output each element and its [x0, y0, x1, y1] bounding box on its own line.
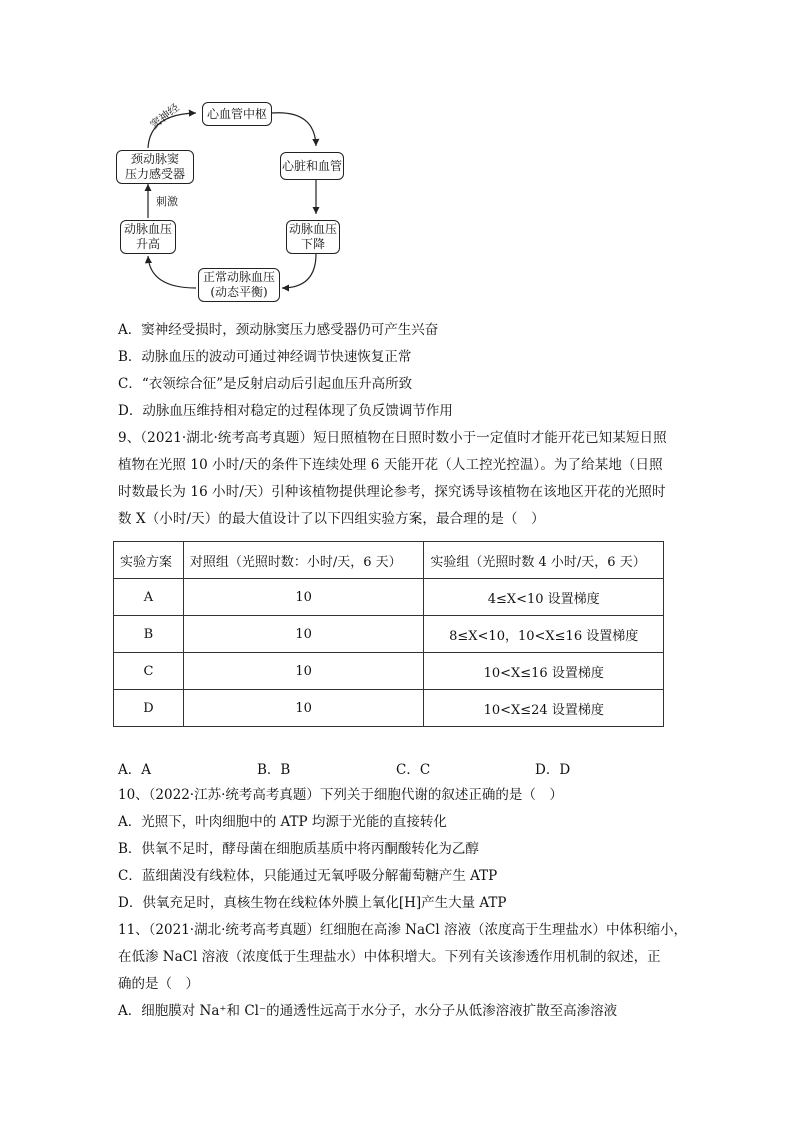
edge-label-stimulus: 刺激: [156, 195, 178, 208]
header-cell: 对照组（光照时数：小时/天，6 天）: [183, 542, 424, 579]
table-cell: 8≤X<10，10<X≤16 设置梯度: [424, 616, 664, 653]
table-row: [114, 653, 664, 690]
q9-stem-line2: 植物在光照 10 小时/天的条件下连续处理 6 天能开花（人工控光控温）。为了给某地（日照: [118, 457, 663, 473]
table-cell: 4≤X<10 设置梯度: [424, 579, 664, 616]
node-label-line2: 升高: [135, 237, 160, 251]
node-label-line2: (动态平衡): [210, 285, 268, 299]
node-pressure-drop: [286, 220, 340, 254]
node-label-line1: 动脉血压: [288, 222, 337, 236]
header-cell: 实验组（光照时数 4 小时/天，6 天）: [424, 542, 664, 579]
table-cell: A: [114, 579, 184, 616]
q10-option-c: C．蓝细菌没有线粒体，只能通过无氧呼吸分解葡萄糖产生 ATP: [118, 868, 498, 884]
q10-option-a: A．光照下，叶肉细胞中的 ATP 均源于光能的直接转化: [118, 814, 447, 830]
blood-pressure-regulation-diagram: [110, 96, 360, 306]
q10-option-d: D．供氧充足时，真核生物在线粒体外膜上氧化[H]产生大量 ATP: [118, 895, 507, 911]
q9-stem-line4: 数 X（小时/天）的最大值设计了以下四组实验方案，最合理的是（ ）: [118, 511, 545, 527]
q9-option-d: D．D: [535, 762, 571, 778]
node-label-line2: 压力感受器: [124, 167, 185, 181]
arrow-drop-to-normal: [282, 254, 316, 288]
node-carotid-sinus: [116, 150, 194, 184]
edge-label-sinus-nerve: 窦神经: [147, 101, 182, 132]
table-cell: D: [114, 690, 184, 727]
q11-option-a: A．细胞膜对 Na⁺和 Cl⁻的通透性远高于水分子，水分子从低渗溶液扩散至高渗溶液: [118, 1003, 618, 1019]
node-label-line1: 正常动脉血压: [202, 270, 275, 284]
table-row: [114, 616, 664, 653]
table-cell: 10<X≤24 设置梯度: [424, 690, 664, 727]
q11-stem-line1: 11、（2021·湖北·统考高考真题）红细胞在高渗 NaCl 溶液（浓度高于生理盐水）中体积缩小，: [118, 922, 687, 938]
arrow-normal-to-rise: [148, 256, 196, 288]
q11-stem-line3: 确的是（ ）: [118, 976, 199, 992]
table-row: [114, 690, 664, 727]
table-cell: 10: [183, 616, 424, 653]
table-row: [114, 579, 664, 616]
q8-option-b: B．动脉血压的波动可通过神经调节快速恢复正常: [118, 349, 412, 365]
node-label-line1: 颈动脉窦: [130, 152, 179, 166]
q9-option-c: C．C: [396, 762, 431, 778]
q9-stem-line3: 时数最长为 16 小时/天）引种该植物提供理论参考，探究诱导该植物在该地区开花的光照时: [118, 484, 666, 500]
q10-option-b: B．供氧不足时，酵母菌在细胞质基质中将丙酮酸转化为乙醇: [118, 841, 479, 857]
q8-option-d: D．动脉血压维持相对稳定的过程体现了负反馈调节作用: [118, 403, 453, 419]
arrow-center-to-heart: [272, 113, 316, 146]
table-cell: 10: [183, 653, 424, 690]
table-cell: 10: [183, 579, 424, 616]
q11-stem-line2: 在低渗 NaCl 溶液（浓度低于生理盐水）中体积增大。下列有关该渗透作用机制的叙述，正: [118, 949, 661, 965]
node-cardiovascular-center: [202, 102, 272, 126]
q8-option-a: A．窦神经受损时，颈动脉窦压力感受器仍可产生兴奋: [118, 322, 439, 338]
q10-stem: 10、（2022·江苏·统考高考真题）下列关于细胞代谢的叙述正确的是（ ）: [118, 787, 563, 803]
q9-stem-line1: 9、（2021·湖北·统考高考真题）短日照植物在日照时数小于一定值时才能开花已知某短日照: [118, 430, 667, 446]
table-cell: C: [114, 653, 184, 690]
table-header-row: [114, 542, 664, 579]
table-cell: 10: [183, 690, 424, 727]
table-cell: B: [114, 616, 184, 653]
node-pressure-rise: [120, 220, 176, 254]
node-label-line2: 下降: [300, 237, 325, 251]
node-label: 心脏和血管: [281, 158, 342, 173]
node-label-line1: 动脉血压: [123, 222, 172, 236]
header-cell: 实验方案: [114, 542, 184, 579]
node-heart-vessels: [280, 152, 344, 180]
q9-option-a: A．A: [118, 762, 151, 778]
node-normal-pressure: [198, 268, 280, 302]
experiment-table: [113, 541, 664, 727]
q9-option-b: B．B: [257, 762, 291, 778]
q8-option-c: C．“衣领综合征”是反射启动后引起血压升高所致: [118, 376, 413, 392]
table-cell: 10<X≤16 设置梯度: [424, 653, 664, 690]
node-label: 心血管中枢: [206, 106, 267, 121]
